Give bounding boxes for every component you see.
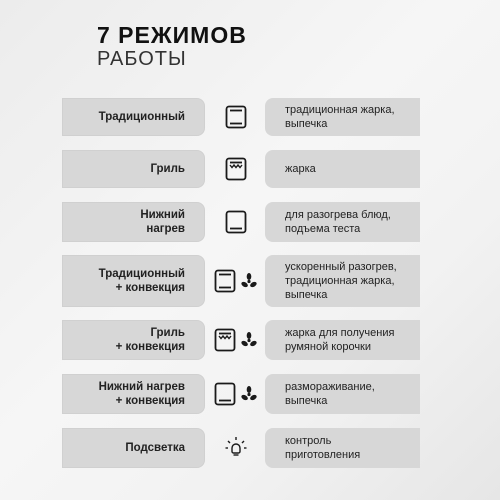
mode-description-pill (265, 202, 420, 242)
mode-description-pill (265, 98, 420, 136)
mode-name: Гриль (150, 163, 185, 175)
mode-row-bottom-heat-convection (0, 374, 500, 414)
mode-name: Подсветка (125, 442, 185, 454)
mode-row-grill (0, 150, 500, 188)
mode-description: традиционная жарка, выпечка (285, 104, 395, 130)
mode-description-pill (265, 255, 420, 307)
mode-name: Нижний нагрев (140, 209, 185, 235)
mode-description-pill (265, 374, 420, 414)
bottom-heat-convection-icon (212, 374, 260, 414)
grill-icon (212, 150, 260, 188)
mode-row-traditional-convection (0, 255, 500, 307)
mode-row-grill-convection (0, 320, 500, 360)
mode-description-pill (265, 150, 420, 188)
mode-label-pill (62, 255, 205, 307)
mode-name: Традиционный (98, 111, 185, 123)
mode-name: Гриль + конвекция (115, 327, 185, 353)
page-title: 7 РЕЖИМОВ (97, 22, 247, 48)
mode-row-traditional (0, 98, 500, 136)
bottom-heat-icon (212, 202, 260, 242)
top-bottom-heat-convection-icon (212, 255, 260, 307)
mode-description: жарка (285, 163, 316, 175)
mode-description-pill (265, 428, 420, 468)
mode-description-pill (265, 320, 420, 360)
mode-label-pill (62, 202, 205, 242)
mode-name: Нижний нагрев + конвекция (98, 381, 185, 407)
mode-description: для разогрева блюд, подъема теста (285, 209, 391, 235)
mode-description: жарка для получения румяной корочки (285, 327, 395, 353)
mode-description: размораживание, выпечка (285, 381, 375, 407)
mode-row-bottom-heat (0, 202, 500, 242)
mode-label-pill (62, 374, 205, 414)
mode-label-pill (62, 428, 205, 468)
mode-row-light (0, 428, 500, 468)
mode-label-pill (62, 150, 205, 188)
page-subtitle: РАБОТЫ (97, 48, 187, 70)
oven-top-bottom-heat-icon (212, 98, 260, 136)
mode-label-pill (62, 98, 205, 136)
grill-convection-icon (212, 320, 260, 360)
light-bulb-icon (212, 428, 260, 468)
mode-name: Традиционный + конвекция (98, 268, 185, 294)
mode-description: контроль приготовления (285, 435, 361, 461)
mode-description: ускоренный разогрев, традиционная жарка, выпечка (285, 261, 397, 301)
mode-label-pill (62, 320, 205, 360)
